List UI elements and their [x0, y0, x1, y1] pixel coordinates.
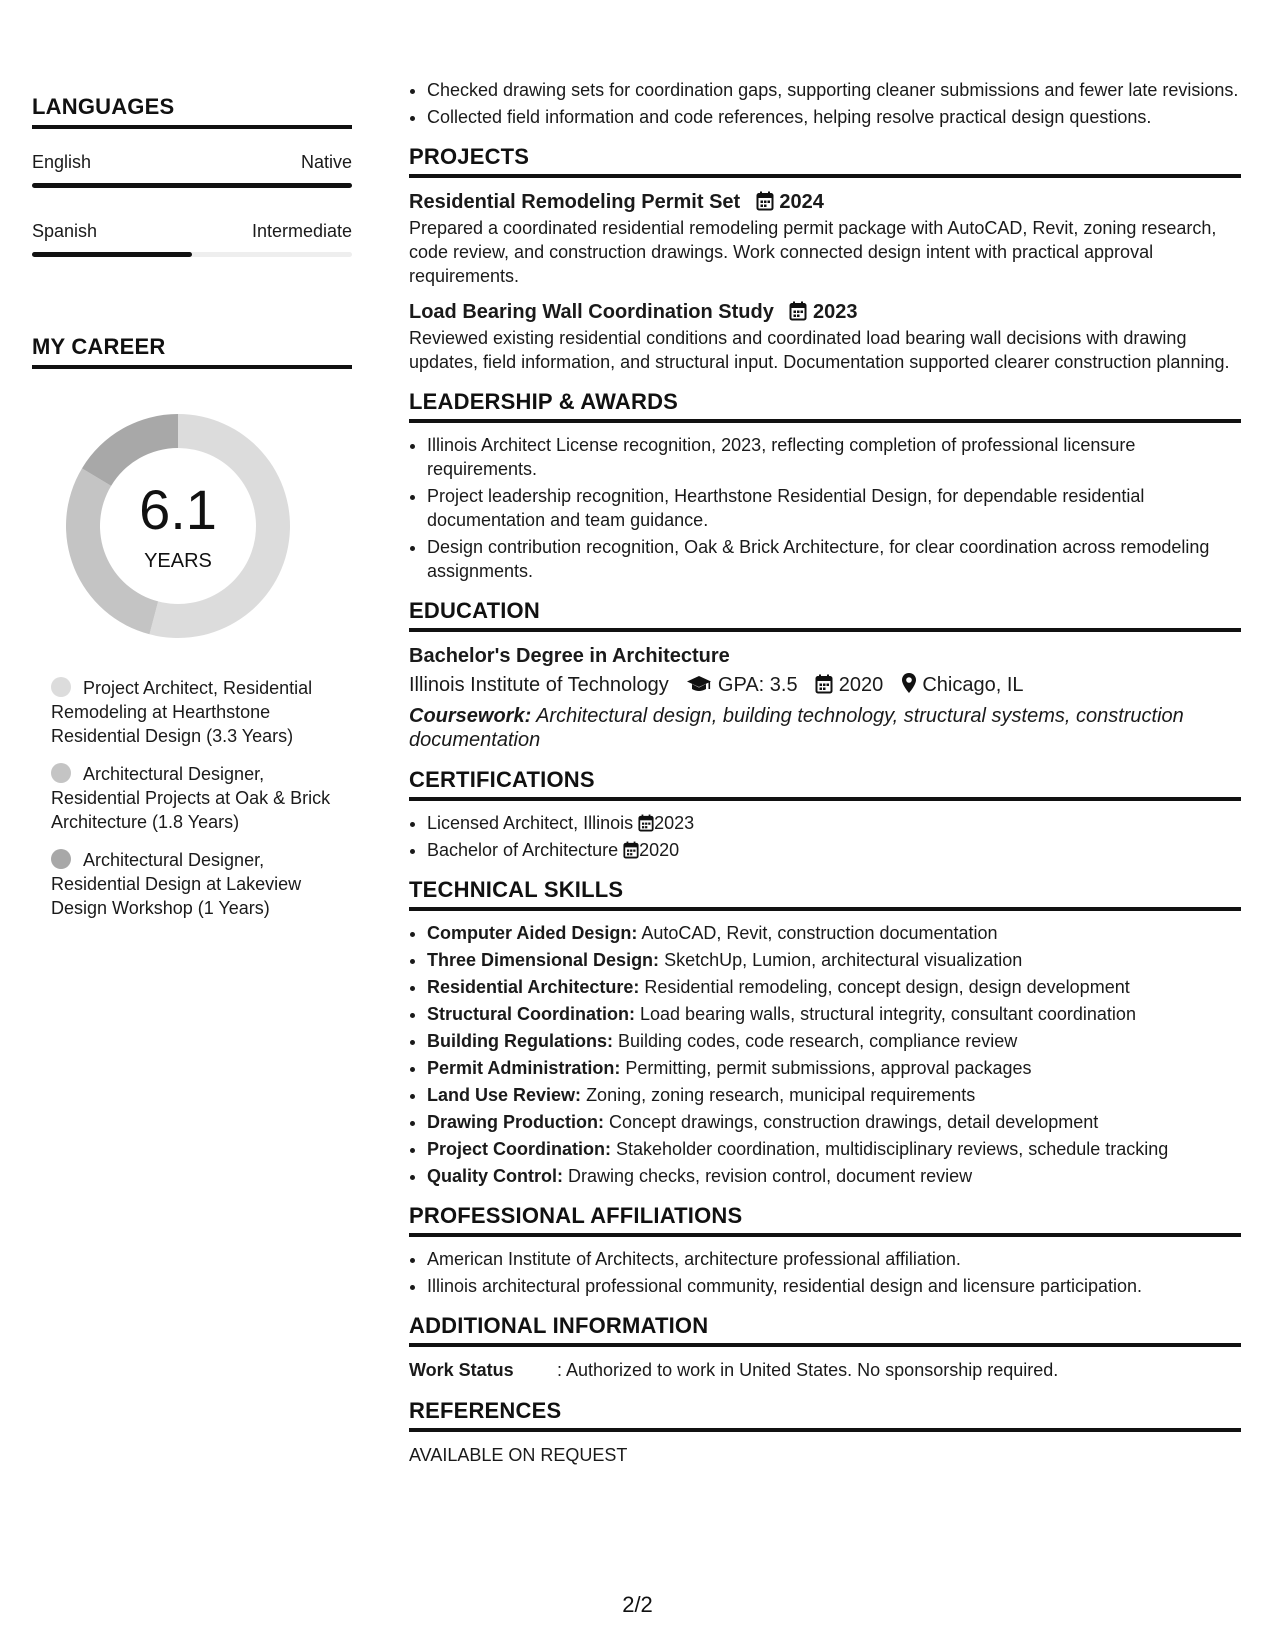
list-item [427, 1137, 1241, 1161]
skills-heading: TECHNICAL SKILLS [409, 876, 1241, 911]
list-item [427, 811, 1241, 835]
skill-label: Permit Administration: [427, 1058, 621, 1078]
skill-value: Permitting, permit submissions, approval packages [625, 1058, 1032, 1078]
career-legend-text: Project Architect, Residential Remodeling at Hearthstone Residential Design (3.3 Years) [51, 678, 313, 746]
list-item [427, 1056, 1241, 1080]
leadership-list [409, 433, 1241, 583]
additional-info-heading: ADDITIONAL INFORMATION [409, 1312, 1241, 1347]
calendar-icon [789, 301, 807, 321]
location-pin-icon [901, 672, 917, 694]
affiliations-heading: PROFESSIONAL AFFILIATIONS [409, 1202, 1241, 1237]
project-year: 2023 [812, 301, 858, 323]
skill-label: Quality Control: [427, 1166, 563, 1186]
coursework-label: Coursework: [409, 705, 532, 727]
language-proficiency-bar [32, 183, 352, 188]
legend-dot-icon [51, 677, 71, 697]
career-legend [51, 676, 341, 934]
projects-heading: PROJECTS [409, 143, 1241, 178]
project-year: 2024 [779, 191, 824, 213]
skill-label: Residential Architecture: [427, 977, 640, 997]
language-proficiency-fill [32, 252, 192, 257]
skill-value: Concept drawings, construction drawings, detail development [609, 1112, 1099, 1132]
education-heading: EDUCATION [409, 597, 1241, 632]
career-total-years: 6.1 [139, 478, 217, 541]
calendar-icon [756, 191, 774, 211]
list-item: • Project leadership recognition, Hearthstone Residential Design, for dependable residential documentation and team guidance. [427, 484, 1241, 532]
career-heading: MY CAREER [32, 334, 352, 369]
skill-value: Zoning, zoning research, municipal requirements [586, 1085, 976, 1105]
career-legend-text: Architectural Designer, Residential Design at Lakeview Design Workshop (1 Years) [51, 850, 302, 918]
education-location: Chicago, IL [922, 674, 1024, 696]
skill-label: Drawing Production: [427, 1112, 604, 1132]
language-level: Native [300, 152, 352, 172]
project-title [409, 298, 1241, 326]
skill-label: Building Regulations: [427, 1031, 613, 1051]
list-item [427, 1110, 1241, 1134]
certifications-heading: CERTIFICATIONS [409, 766, 1241, 801]
language-name: English [32, 152, 92, 172]
language-proficiency-bar [32, 252, 352, 257]
certifications-list [409, 811, 1241, 862]
skill-label: Three Dimensional Design: [427, 950, 660, 970]
skill-label: Project Coordination: [427, 1139, 611, 1159]
skill-label: Computer Aided Design: [427, 923, 638, 943]
list-item [427, 921, 1241, 945]
certification-year: 2023 [654, 813, 695, 833]
page-number: 2/2 [622, 1592, 653, 1617]
skill-value: Drawing checks, revision control, document review [568, 1166, 973, 1186]
certification-name: Licensed Architect, Illinois [427, 813, 634, 833]
languages-heading: LANGUAGES [32, 94, 352, 129]
education-gpa: GPA: 3.5 [717, 674, 798, 696]
experience-bullets [409, 78, 1241, 129]
calendar-icon [623, 841, 639, 859]
list-item [427, 975, 1241, 999]
language-level: Intermediate [251, 221, 352, 241]
career-legend-item [51, 848, 341, 920]
education-year: 2020 [838, 674, 884, 696]
calendar-icon [815, 674, 833, 694]
donut-segment-2 [82, 414, 178, 486]
list-item [427, 1029, 1241, 1053]
skill-value: AutoCAD, Revit, construction documentation [641, 923, 998, 943]
list-item: • Collected field information and code references, helping resolve practical design questions. [427, 105, 1241, 129]
legend-dot-icon [51, 849, 71, 869]
list-item [427, 838, 1241, 862]
skill-value: Building codes, code research, compliance review [618, 1031, 1018, 1051]
project-name: Residential Remodeling Permit Set [409, 191, 741, 213]
coursework-text: Architectural design, building technology, structural systems, construction documentation [409, 705, 1184, 751]
list-item: • Checked drawing sets for coordination gaps, supporting cleaner submissions and fewer late revisions. [427, 78, 1241, 102]
project-title [409, 188, 1241, 216]
skill-value: SketchUp, Lumion, architectural visualization [664, 950, 1023, 970]
education-details [409, 670, 1241, 700]
project-description: Reviewed existing residential conditions and coordinated load bearing wall decisions with drawing updates, field information, and structural input. Documentation supported clearer construction planning. [409, 328, 1230, 372]
project-name: Load Bearing Wall Coordination Study [409, 301, 774, 323]
language-proficiency-fill [32, 183, 352, 188]
list-item [427, 1083, 1241, 1107]
language-name: Spanish [32, 221, 98, 241]
leadership-heading: LEADERSHIP & AWARDS [409, 388, 1241, 423]
career-legend-text: Architectural Designer, Residential Projects at Oak & Brick Architecture (1.8 Years) [51, 764, 331, 832]
education-coursework [409, 704, 1241, 752]
skill-label: Land Use Review: [427, 1085, 582, 1105]
certification-name: Bachelor of Architecture [427, 840, 619, 860]
references-heading: REFERENCES [409, 1397, 1241, 1432]
work-status-row [409, 1357, 1241, 1383]
references-text: AVAILABLE ON REQUEST [409, 1445, 628, 1465]
education-school: Illinois Institute of Technology [409, 674, 669, 696]
skill-label: Structural Coordination: [427, 1004, 635, 1024]
list-item: • Illinois Architect License recognition, 2023, reflecting completion of professional licensure requirements. [427, 433, 1241, 481]
work-status-value: : Authorized to work in United States. No sponsorship required. [557, 1360, 1059, 1380]
career-legend-item [51, 762, 341, 834]
affiliations-list [409, 1247, 1241, 1298]
calendar-icon [638, 814, 654, 832]
list-item [427, 1164, 1241, 1188]
list-item: • Design contribution recognition, Oak & Brick Architecture, for clear coordination across remodeling assignments. [427, 535, 1241, 583]
list-item [427, 1002, 1241, 1026]
education-degree: Bachelor's Degree in Architecture [409, 645, 730, 667]
skill-value: Load bearing walls, structural integrity, consultant coordination [640, 1004, 1136, 1024]
career-legend-item [51, 676, 341, 748]
certification-year: 2020 [639, 840, 680, 860]
project-description: Prepared a coordinated residential remodeling permit package with AutoCAD, Revit, zoning research, code review, and construction drawings. Work connected design intent with practical approval requirements. [409, 218, 1217, 286]
skills-list [409, 921, 1241, 1188]
graduation-cap-icon [686, 674, 712, 694]
career-donut-chart [66, 414, 290, 638]
career-years-unit: YEARS [144, 550, 212, 572]
list-item [427, 948, 1241, 972]
list-item: • American Institute of Architects, architecture professional affiliation. [427, 1247, 1241, 1271]
work-status-label: Work Status [409, 1360, 514, 1380]
main-column [409, 78, 1241, 1468]
skill-value: Residential remodeling, concept design, design development [644, 977, 1130, 997]
legend-dot-icon [51, 763, 71, 783]
skill-value: Stakeholder coordination, multidisciplinary reviews, schedule tracking [616, 1139, 1169, 1159]
list-item: • Illinois architectural professional community, residential design and licensure participation. [427, 1274, 1241, 1298]
